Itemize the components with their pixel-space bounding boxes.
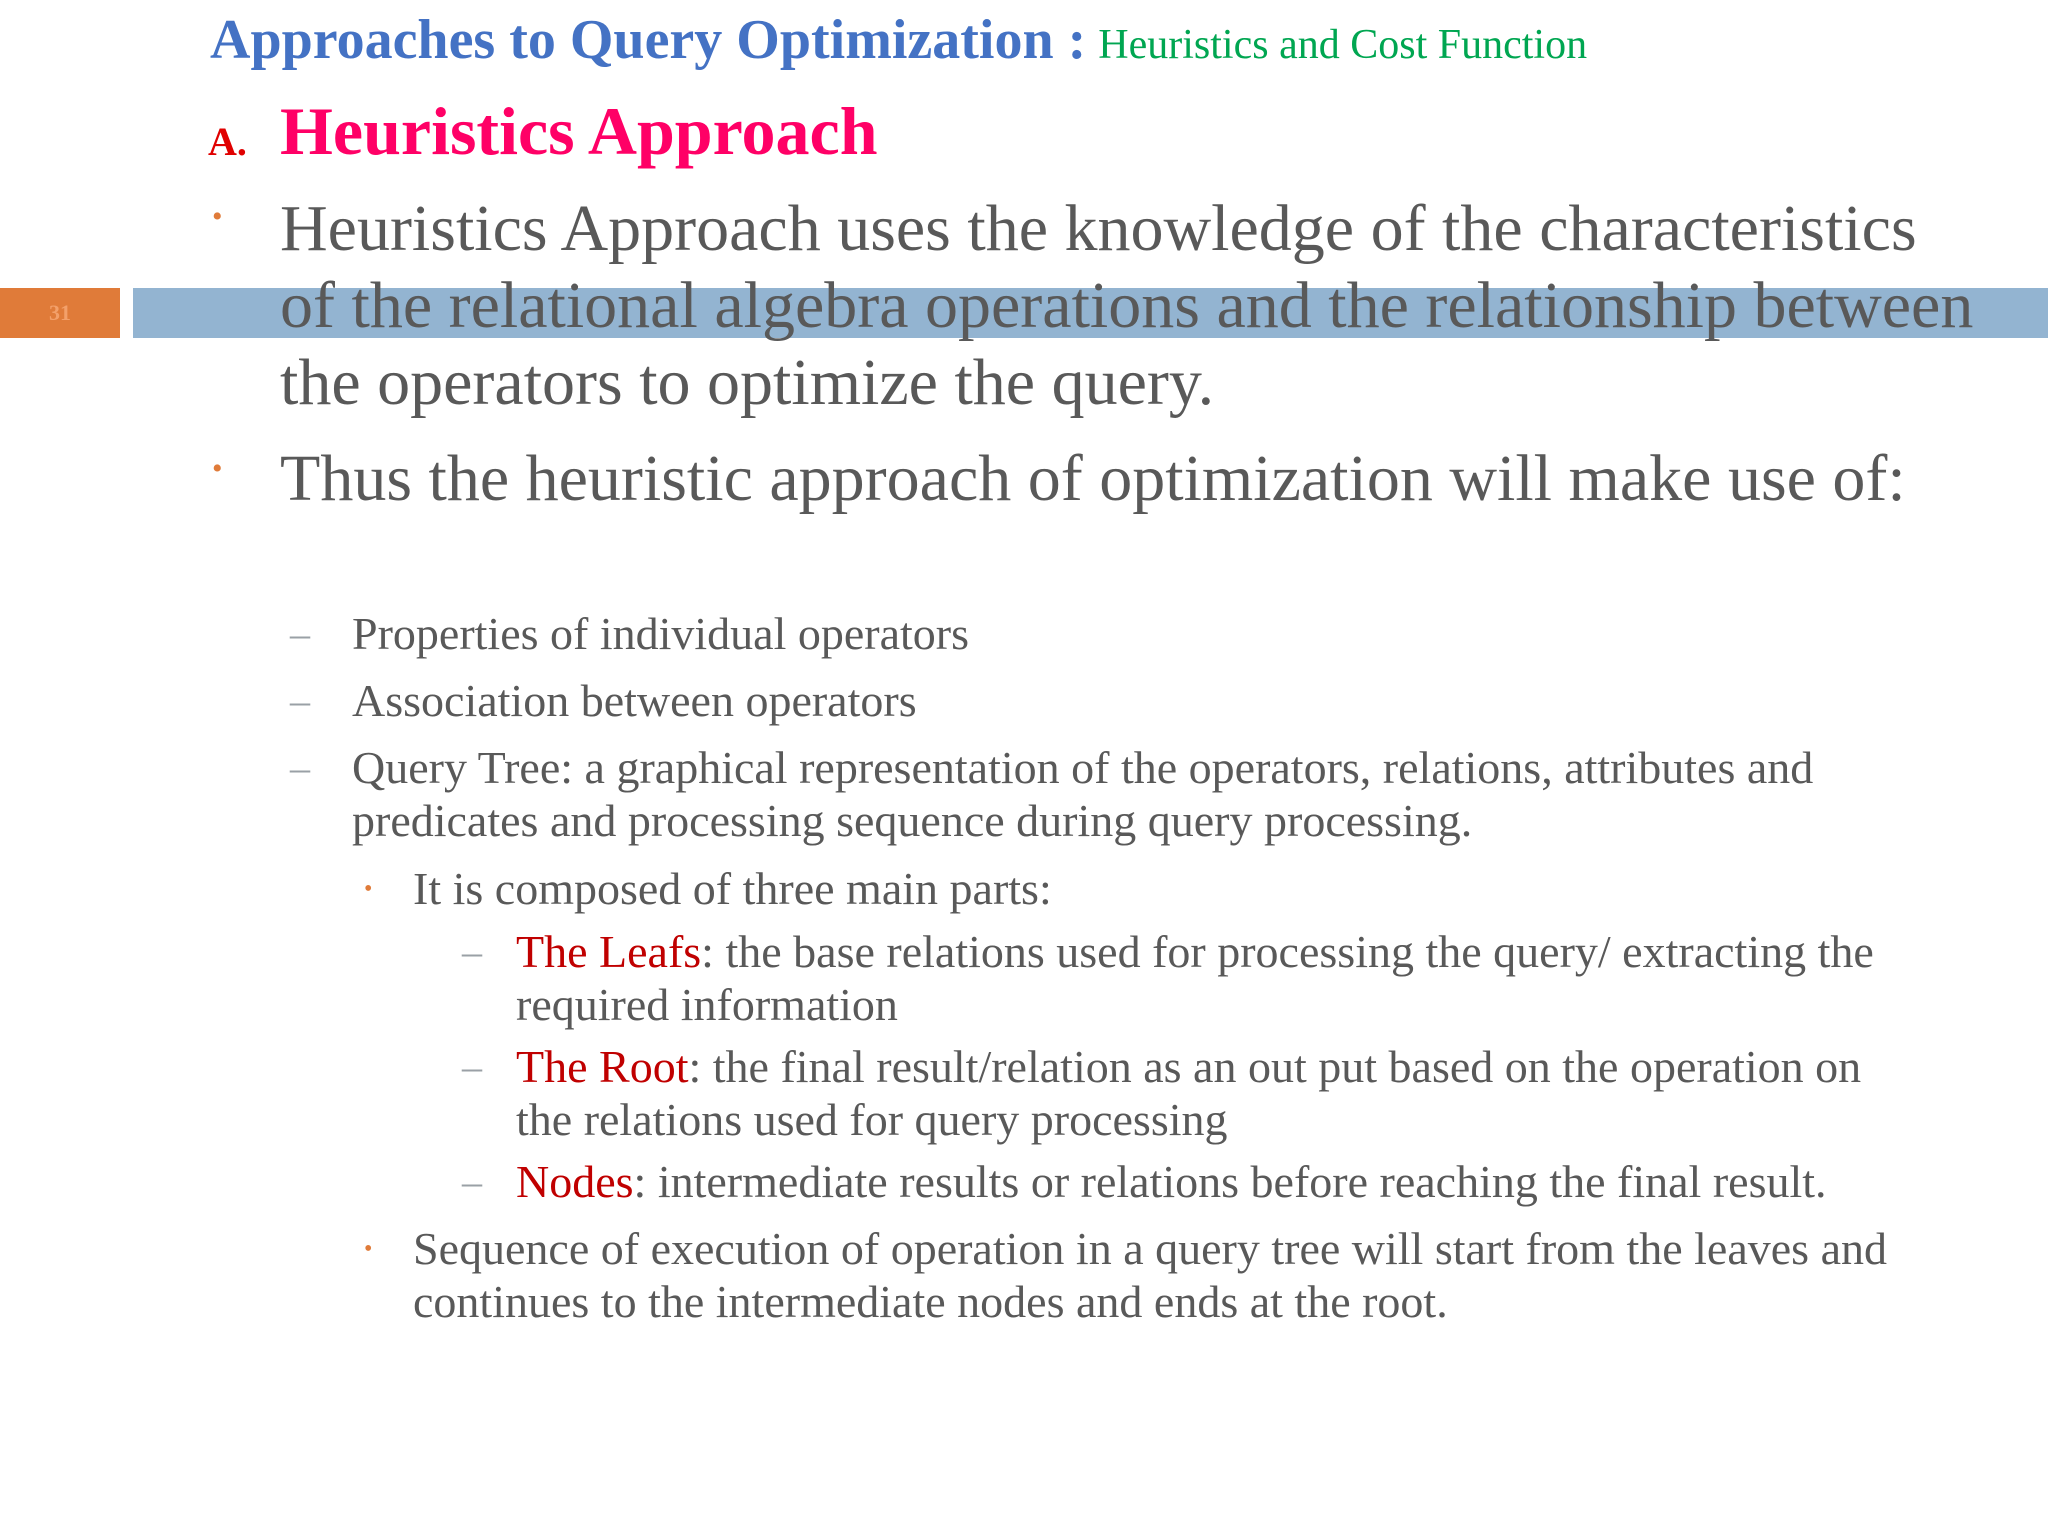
bullet-text: Thus the heuristic approach of optimization will make use of: xyxy=(280,442,1906,515)
tree-composed: It is composed of three main parts: xyxy=(413,863,1052,914)
dash-icon: – xyxy=(290,611,310,656)
tree-part-nodes xyxy=(516,1155,1916,1208)
bullet-icon: • xyxy=(212,200,223,233)
slide-title xyxy=(210,8,1587,72)
bullet-text: Heuristics Approach uses the knowledge of the characteristics of the relational algebra operations and the relationship between the operators to optimize the query. xyxy=(280,192,1974,419)
desc-leafs: : the base relations used for processing the query/ extracting the required information xyxy=(516,926,1874,1030)
slide-number: 31 xyxy=(0,288,120,338)
title-main: Approaches to Query Optimization : xyxy=(210,9,1087,71)
tree-part-leafs xyxy=(516,925,1916,1031)
desc-nodes: : intermediate results or relations before reaching the final result. xyxy=(633,1156,1827,1207)
bullet-icon: • xyxy=(212,452,223,485)
section-heading: Heuristics Approach xyxy=(280,93,878,169)
dash-icon: – xyxy=(290,745,310,790)
tree-sequence: Sequence of execution of operation in a query tree will start from the leaves and continues to the intermediate nodes and ends at the root. xyxy=(413,1223,1887,1327)
sub-item: Query Tree: a graphical representation of the operators, relations, attributes and predicates and processing sequence during query processing. xyxy=(352,742,1814,846)
title-sub: Heuristics and Cost Function xyxy=(1098,22,1588,68)
term-nodes: Nodes xyxy=(516,1156,634,1207)
tree-part-root xyxy=(516,1040,1916,1146)
dash-icon: – xyxy=(462,1044,482,1089)
sub-item: Association between operators xyxy=(352,675,917,726)
bullet-icon: • xyxy=(364,1236,373,1262)
section-letter: A. xyxy=(208,119,247,164)
dash-icon: – xyxy=(462,929,482,974)
sub-item: Properties of individual operators xyxy=(352,608,970,659)
term-leafs: The Leafs xyxy=(516,926,702,977)
dash-icon: – xyxy=(462,1159,482,1204)
bullet-icon: • xyxy=(364,876,373,902)
dash-icon: – xyxy=(290,678,310,723)
term-root: The Root xyxy=(516,1041,689,1092)
desc-root: : the final result/relation as an out put based on the operation on the relations used for query processing xyxy=(516,1041,1862,1145)
